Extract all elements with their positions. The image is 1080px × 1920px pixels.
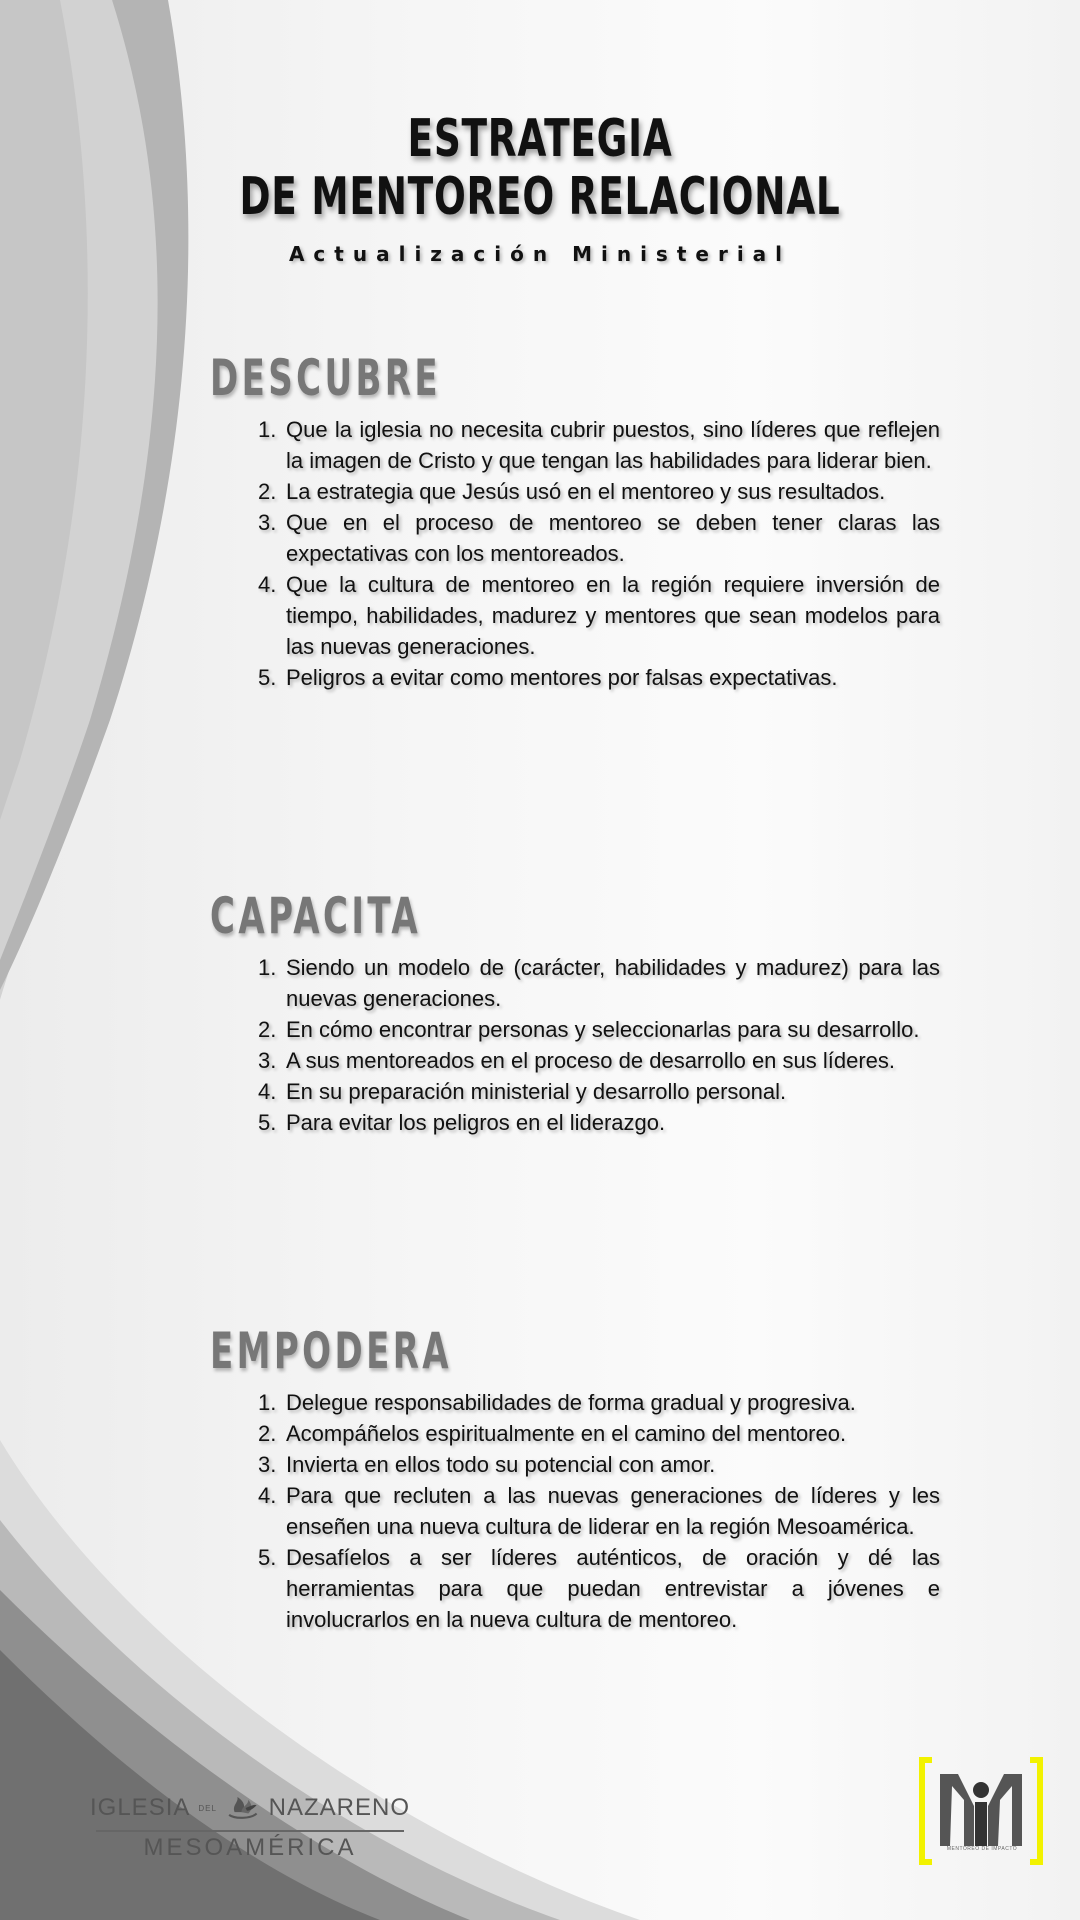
logo-caption: MENTOREO DE IMPACTO <box>946 1846 1018 1852</box>
document-title-line1: ESTRATEGIA <box>407 109 673 169</box>
list-item: Que en el proceso de mentoreo se deben tener claras las expectativas con los mentoreados. <box>286 510 940 566</box>
document-title-line2: DE MENTOREO RELACIONAL <box>239 167 841 227</box>
section-list <box>210 1387 940 1635</box>
list-item: Desafíelos a ser líderes auténticos, de oración y dé las herramientas para que puedan entrevistar a jóvenes e involucrarlos en la nueva cultura de mentoreo. <box>286 1545 940 1632</box>
list-item: A sus mentoreados en el proceso de desarrollo en sus líderes. <box>286 1048 896 1073</box>
list-item: Peligros a evitar como mentores por falsas expectativas. <box>286 665 838 690</box>
section-list <box>210 952 940 1138</box>
logo-word-right: NAZARENO <box>268 1794 410 1821</box>
list-item: Que la cultura de mentoreo en la región requiere inversión de tiempo, habilidades, madurez y mentores que sean modelos para las nuevas generaciones. <box>286 572 940 659</box>
logo-region: MESOAMÉRICA <box>143 1834 357 1861</box>
iglesia-nazareno-logo <box>90 1788 410 1862</box>
list-item: Siendo un modelo de (carácter, habilidades y madurez) para las nuevas generaciones. <box>286 955 940 1011</box>
title-block <box>0 110 1080 266</box>
list-item: Acompáñelos espiritualmente en el camino del mentoreo. <box>286 1421 847 1446</box>
logo-word-small: DEL <box>198 1803 217 1813</box>
list-item: Delegue responsabilidades de forma gradual y progresiva. <box>286 1390 856 1415</box>
list-item: En su preparación ministerial y desarrollo personal. <box>286 1079 787 1104</box>
list-item: En cómo encontrar personas y seleccionarlas para su desarrollo. <box>286 1017 920 1042</box>
section-heading: EMPODERA <box>210 1322 453 1380</box>
document-subtitle: Actualización Ministerial <box>288 242 792 266</box>
list-item: Para evitar los peligros en el liderazgo. <box>286 1110 666 1135</box>
section-heading: CAPACITA <box>210 887 422 945</box>
list-item: Que la iglesia no necesita cubrir puestos, sino líderes que reflejen la imagen de Cristo y que tengan las habilidades para liderar bien. <box>286 417 940 473</box>
section-heading: DESCUBRE <box>210 349 442 407</box>
flame-dove-icon <box>225 1788 261 1828</box>
section-capacita <box>210 888 940 1138</box>
logo-divider <box>96 1830 404 1832</box>
section-descubre <box>210 350 940 693</box>
section-list <box>210 414 940 693</box>
list-item: Para que recluten a las nuevas generaciones de líderes y les enseñen una nueva cultura de liderar en la región Mesoamérica. <box>286 1483 940 1539</box>
logo-word-left: IGLESIA <box>90 1794 191 1821</box>
list-item: La estrategia que Jesús usó en el mentoreo y sus resultados. <box>286 479 886 504</box>
mentoreo-de-impacto-logo <box>918 1756 1044 1866</box>
list-item: Invierta en ellos todo su potencial con amor. <box>286 1452 716 1477</box>
section-empodera <box>210 1323 940 1635</box>
